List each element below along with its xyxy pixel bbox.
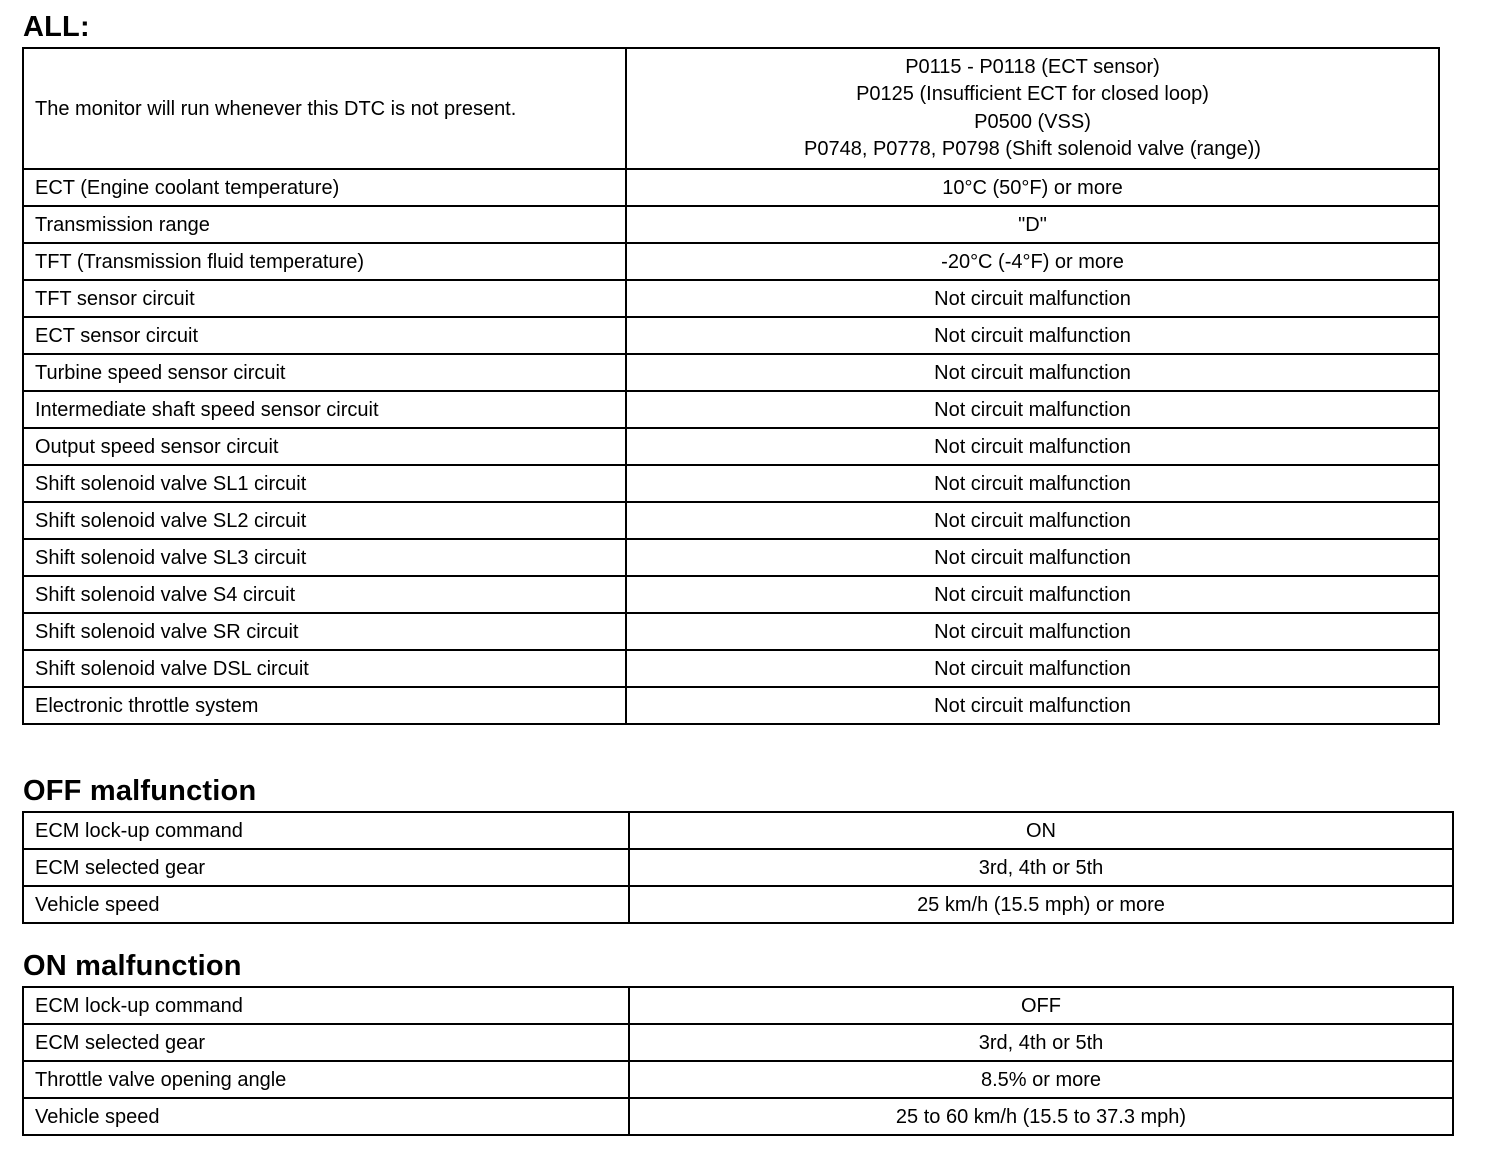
table-row <box>23 539 1439 576</box>
table-row <box>23 886 1453 923</box>
dtc-code-line: P0125 (Insufficient ECT for closed loop) <box>856 83 1209 105</box>
row-label: Vehicle speed <box>23 1098 629 1135</box>
row-value: Not circuit malfunction <box>626 502 1439 539</box>
row-value <box>626 48 1439 169</box>
row-label: ECM selected gear <box>23 849 629 886</box>
table-row <box>23 48 1439 169</box>
conditions-table-all <box>22 47 1440 725</box>
row-value: Not circuit malfunction <box>626 354 1439 391</box>
conditions-table-off-malfunction <box>22 811 1454 924</box>
row-value: Not circuit malfunction <box>626 613 1439 650</box>
table-row <box>23 206 1439 243</box>
row-label: ECM lock-up command <box>23 987 629 1024</box>
row-value: Not circuit malfunction <box>626 687 1439 724</box>
table-row <box>23 465 1439 502</box>
dtc-code-line: P0115 - P0118 (ECT sensor) <box>905 55 1160 78</box>
dtc-code-line: P0500 (VSS) <box>974 110 1091 133</box>
table-row <box>23 650 1439 687</box>
table-row <box>23 317 1439 354</box>
row-value: Not circuit malfunction <box>626 391 1439 428</box>
row-label: The monitor will run whenever this DTC is not present. <box>23 48 626 169</box>
row-value: 10°C (50°F) or more <box>626 169 1439 206</box>
row-value: ON <box>629 812 1453 849</box>
section-heading-off-malfunction: OFF malfunction <box>23 775 257 807</box>
row-label: ECM selected gear <box>23 1024 629 1061</box>
row-label: Shift solenoid valve SL2 circuit <box>23 502 626 539</box>
row-label: ECT (Engine coolant temperature) <box>23 169 626 206</box>
row-value: "D" <box>626 206 1439 243</box>
table-row <box>23 849 1453 886</box>
table-row <box>23 243 1439 280</box>
row-value: 3rd, 4th or 5th <box>629 849 1453 886</box>
section-heading-on-malfunction: ON malfunction <box>23 950 242 982</box>
table-row <box>23 428 1439 465</box>
row-label: Turbine speed sensor circuit <box>23 354 626 391</box>
row-label: Electronic throttle system <box>23 687 626 724</box>
row-label: ECT sensor circuit <box>23 317 626 354</box>
row-value: Not circuit malfunction <box>626 465 1439 502</box>
table-row <box>23 613 1439 650</box>
table-row <box>23 502 1439 539</box>
table-row <box>23 987 1453 1024</box>
row-label: Shift solenoid valve DSL circuit <box>23 650 626 687</box>
row-label: Shift solenoid valve SL3 circuit <box>23 539 626 576</box>
table-row <box>23 812 1453 849</box>
table-row <box>23 280 1439 317</box>
table-row <box>23 576 1439 613</box>
row-value: Not circuit malfunction <box>626 650 1439 687</box>
row-value: OFF <box>629 987 1453 1024</box>
row-label: TFT sensor circuit <box>23 280 626 317</box>
row-label: Shift solenoid valve SL1 circuit <box>23 465 626 502</box>
row-value: -20°C (-4°F) or more <box>626 243 1439 280</box>
row-label: Transmission range <box>23 206 626 243</box>
row-value: 25 to 60 km/h (15.5 to 37.3 mph) <box>629 1098 1453 1135</box>
section-heading-all: ALL: <box>23 11 90 43</box>
table-row <box>23 1098 1453 1135</box>
row-value: Not circuit malfunction <box>626 317 1439 354</box>
row-value: Not circuit malfunction <box>626 576 1439 613</box>
row-value: Not circuit malfunction <box>626 280 1439 317</box>
row-label: Shift solenoid valve SR circuit <box>23 613 626 650</box>
row-label: TFT (Transmission fluid temperature) <box>23 243 626 280</box>
row-value: Not circuit malfunction <box>626 428 1439 465</box>
conditions-table-on-malfunction <box>22 986 1454 1136</box>
dtc-code-line: P0748, P0778, P0798 (Shift solenoid valve (range)) <box>804 138 1261 160</box>
row-value: Not circuit malfunction <box>626 539 1439 576</box>
row-value: 25 km/h (15.5 mph) or more <box>629 886 1453 923</box>
table-row <box>23 354 1439 391</box>
row-value: 8.5% or more <box>629 1061 1453 1098</box>
table-row <box>23 391 1439 428</box>
row-label: Vehicle speed <box>23 886 629 923</box>
table-row <box>23 1024 1453 1061</box>
table-row <box>23 169 1439 206</box>
row-label: Shift solenoid valve S4 circuit <box>23 576 626 613</box>
row-value: 3rd, 4th or 5th <box>629 1024 1453 1061</box>
table-row <box>23 1061 1453 1098</box>
row-label: ECM lock-up command <box>23 812 629 849</box>
row-label: Output speed sensor circuit <box>23 428 626 465</box>
row-label: Throttle valve opening angle <box>23 1061 629 1098</box>
row-label: Intermediate shaft speed sensor circuit <box>23 391 626 428</box>
table-row <box>23 687 1439 724</box>
